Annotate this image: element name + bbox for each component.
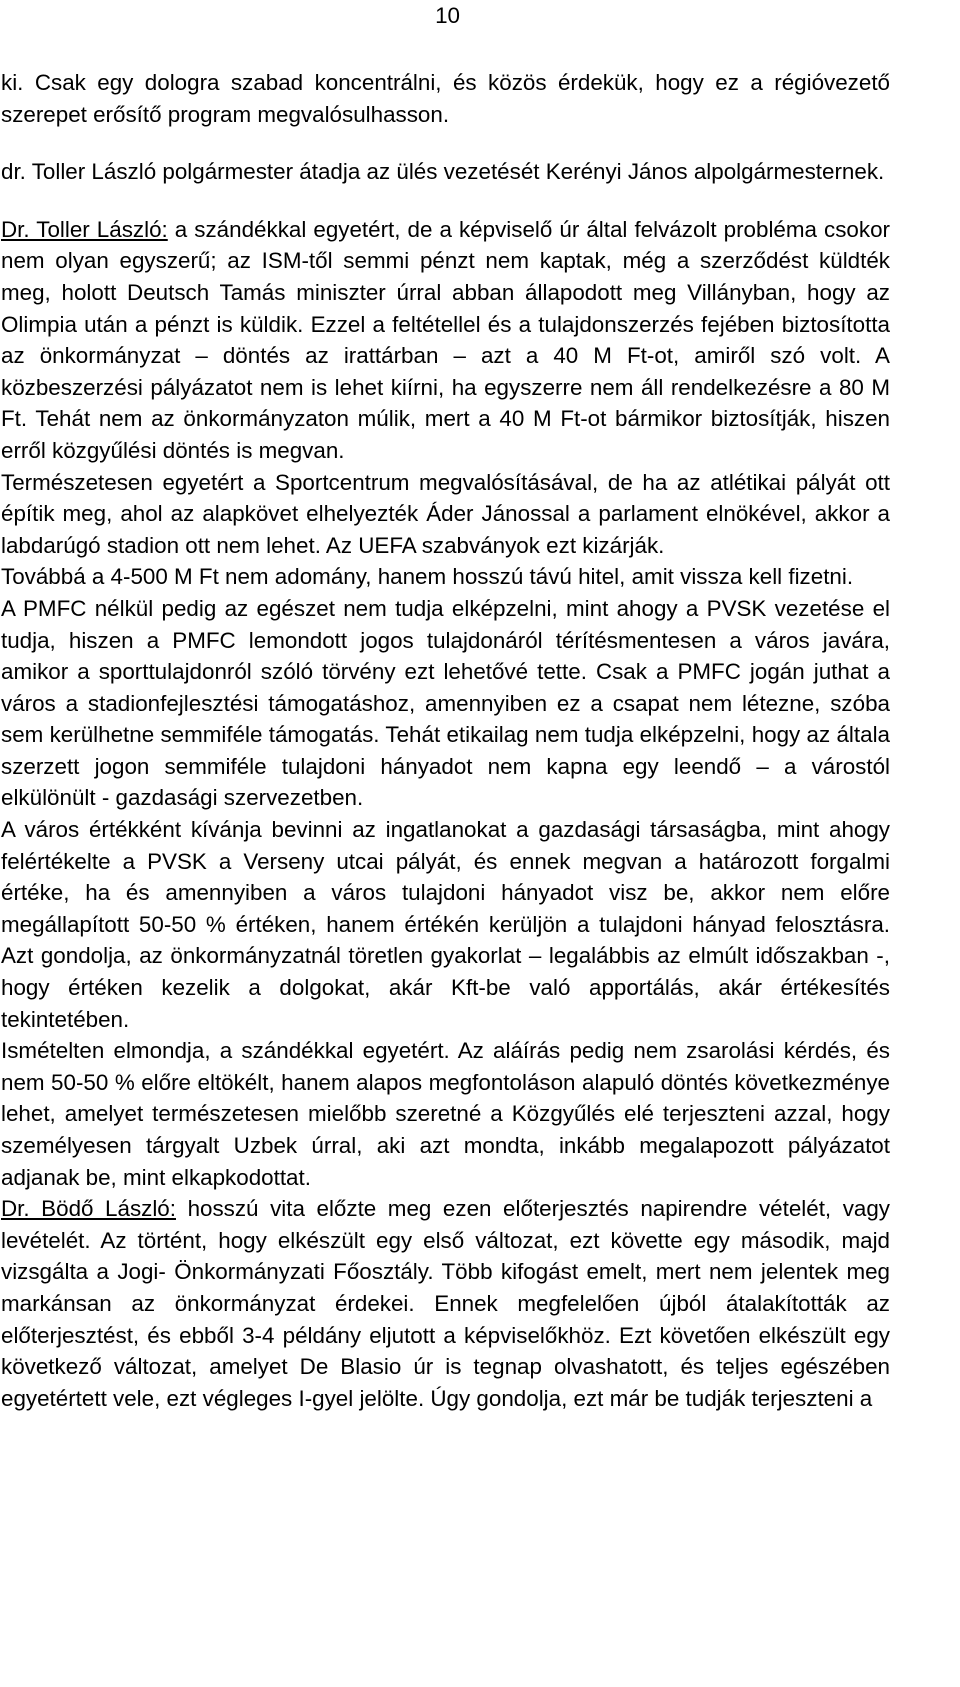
speech-text: a szándékkal egyetért, de a képviselő úr által felvázolt probléma csokor nem olyan egyszerű; az ISM-től semmi pénzt nem kaptak, még a szerződést küldték meg, holott Deutsch Tamás miniszter úrral abban állapodott meg Villányban, hogy az Olimpia után a pénzt is küldik. Ezzel a feltétellel és a tulajdonszerzés fejében biztosította az önkormányzat – döntés az irattárban – azt a 40 M Ft-ot, amiről szó volt. A közbeszerzési pályázatot nem is lehet kiírni, ha egyszerre nem áll rendelkezésre a 80 M Ft. Tehát nem az önkormányzaton múlik, mert a 40 M Ft-ot bármikor biztosítják, hiszen erről közgyűlési döntés is megvan. (1, 216, 890, 463)
speaker-name: Dr. Toller László: (1, 216, 168, 242)
document-body (0, 67, 890, 1414)
paragraph-7: A város értékként kívánja bevinni az ingatlanokat a gazdasági társaságba, mint ahogy felértékelte a PVSK a Verseny utcai pályát, és ennek megvan a határozott forgalmi értéke, ha és amennyiben a város tulajdoni hányadot visz be, akkor nem előre megállapított 50-50 % értéken, hanem értékén kerüljön a tulajdoni hányad felosztásra. Azt gondolja, az önkormányzatnál töretlen gyakorlat – legalábbis az elmúlt időszakban -, hogy értéken kezelik a dolgokat, akár Kft-be való apportálás, akár értékesítés tekintetében. (1, 817, 890, 1032)
paragraph-1: ki. Csak egy dologra szabad koncentrálni, és közös érdekük, hogy ez a régióvezető szerepet erősítő program megvalósulhasson. (1, 70, 890, 127)
paragraph-8: Ismételten elmondja, a szándékkal egyetért. Az aláírás pedig nem zsarolási kérdés, és nem 50-50 % előre eltökélt, hanem alapos megfontoláson alapuló döntés következménye lehet, amelyet természetesen mielőbb szeretné a Közgyűlés elé terjeszteni azzal, hogy személyesen tárgyalt Uzbek úrral, aki azt mondta, inkább megalapozott pályázatot adjanak be, mint elkapkodottat. (1, 1038, 890, 1190)
paragraph-4: Természetesen egyetért a Sportcentrum megvalósításával, de ha az atlétikai pályát ott építik meg, ahol az alapkövet elhelyezték Áder Jánossal a parlament elnökével, akkor a labdarúgó stadion ott nem lehet. Az UEFA szabványok ezt kizárják. (1, 469, 890, 558)
paragraph-9 (1, 1193, 890, 1414)
paragraph-5: Továbbá a 4-500 M Ft nem adomány, hanem hosszú távú hitel, amit vissza kell fizetni. (1, 564, 854, 590)
paragraph-6: A PMFC nélkül pedig az egészet nem tudja elképzelni, mint ahogy a PVSK vezetése el tudja, hiszen a PMFC lemondott jogos tulajdonáról térítésmentesen a város javára, amikor a sporttulajdonról szóló törvény ezt lehetővé tette. Csak a PMFC jogán juthat a város a stadionfejlesztési támogatáshoz, amennyiben ez a csapat nem létezne, szóba sem kerülhetne semmiféle támogatás. Tehát etikailag nem tudja elképzelni, hogy az általa szerzett jogon semmiféle tulajdoni hányadot nem kapna egy leendő – a várostól elkülönült - gazdasági szervezetben. (1, 595, 890, 811)
page-number: 10 (435, 3, 460, 28)
speech-text: hosszú vita előzte meg ezen előterjesztés napirendre vételét, vagy levételét. Az történt, hogy elkészült egy első változat, ezt követte egy második, majd vizsgálta a Jogi- Önkormányzati Főosztály. Több kifogást emelt, mert nem jelentek meg markánsan az önkormányzat érdekei. Ennek megfelelően újból átalakították az előterjesztést, és ebből 3-4 példány eljutott a képviselőkhöz. Ezt követően elkészült egy következő változat, amelyet De Blasio úr is tegnap olvashatott, és teljes egészében egyetértett vele, ezt végleges I-gyel jelölte. Úgy gondolja, ezt már be tudják terjeszteni a (1, 1196, 891, 1411)
speaker-name: Dr. Bödő László: (1, 1196, 176, 1222)
paragraph-2: dr. Toller László polgármester átadja az ülés vezetését Kerényi János alpolgármesternek. (1, 159, 885, 185)
paragraph-3 (1, 214, 890, 467)
